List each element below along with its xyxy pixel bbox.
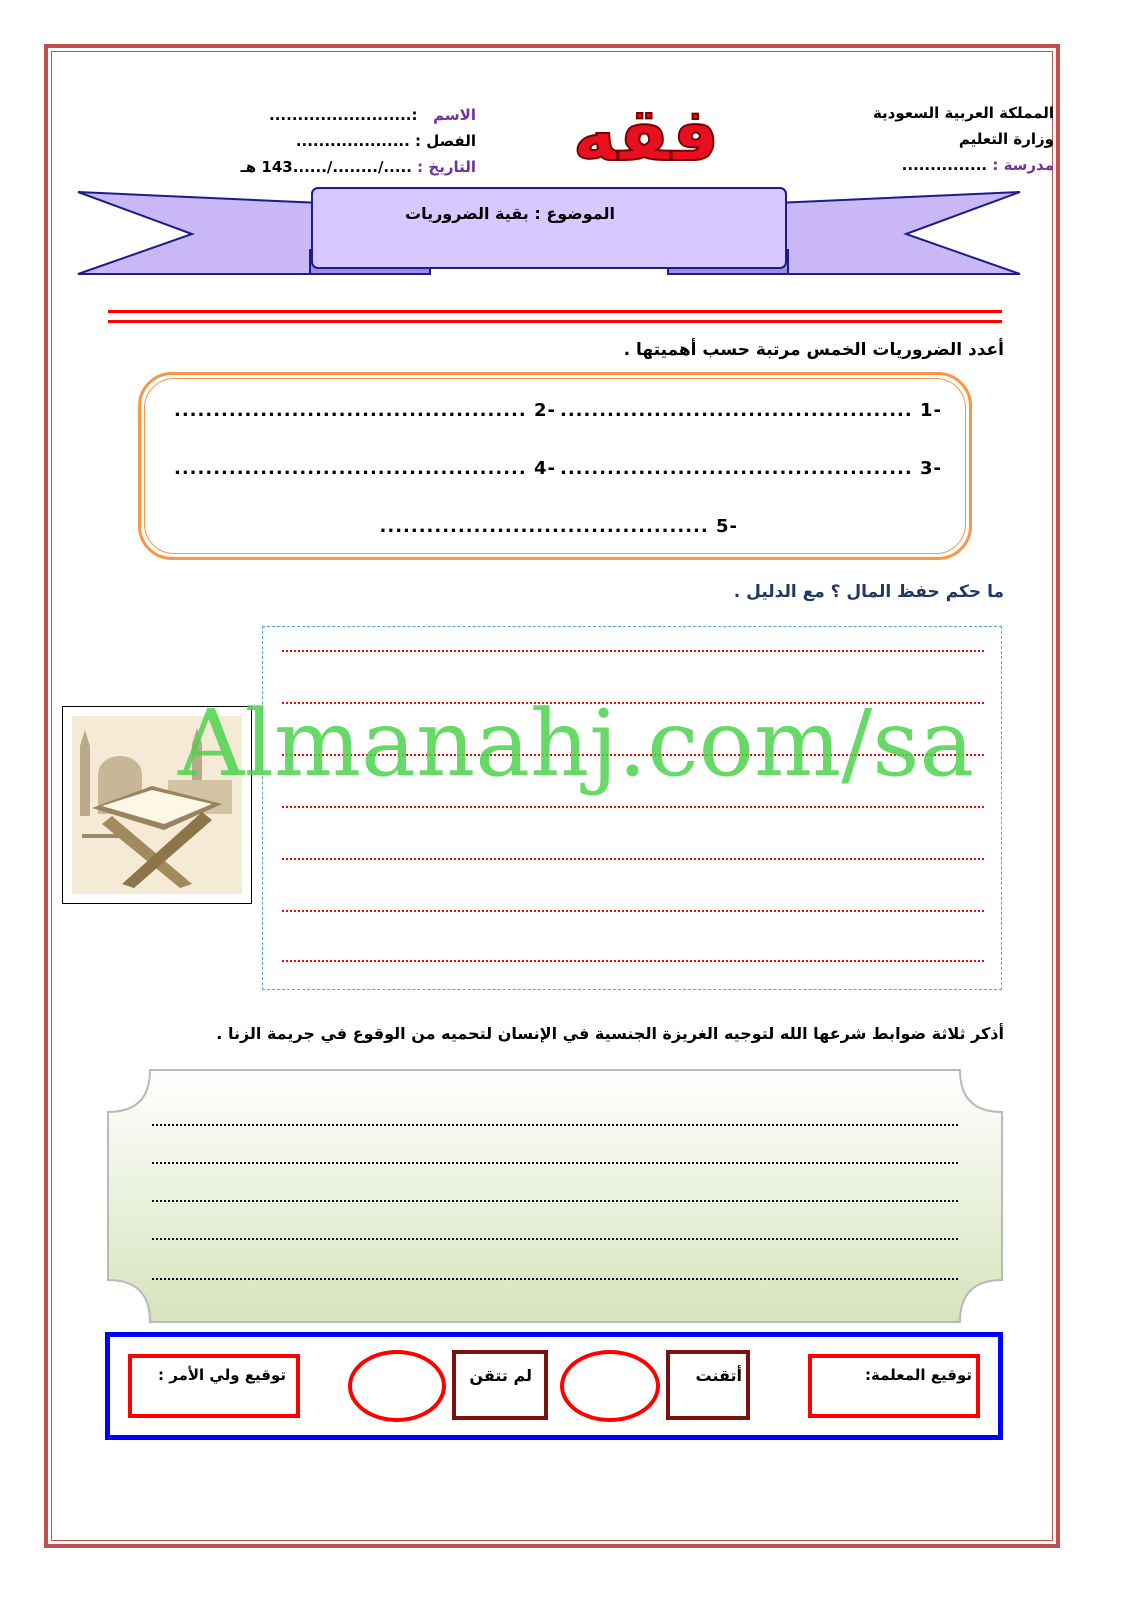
- answer-line[interactable]: [282, 960, 984, 962]
- date-value: ...../......../......143 هـ: [240, 158, 412, 176]
- watermark-text: Almanahj.com/sa: [178, 690, 975, 797]
- answer-line-5[interactable]: -5 ..........................................: [379, 516, 738, 537]
- answer-line-1[interactable]: -1 .............................................: [560, 400, 942, 421]
- mastered-box[interactable]: [666, 1350, 750, 1420]
- answer-line[interactable]: [152, 1200, 958, 1202]
- subject-logo: [568, 88, 724, 180]
- answer-line-2[interactable]: -2 .............................................: [174, 400, 556, 421]
- country-text: المملكة العربية السعودية: [872, 104, 1054, 122]
- answer-line[interactable]: [282, 806, 984, 808]
- question-3: أذكر ثلاثة ضوابط شرعها الله لتوجيه الغريزة الجنسية في الإنسان لتحميه من الوقوع في جريمة الزنا .: [216, 1024, 1004, 1043]
- school-field: [902, 156, 1054, 174]
- guardian-signature-label: توقيع ولي الأمر :: [158, 1366, 286, 1384]
- answer-line[interactable]: [282, 650, 984, 652]
- teacher-signature-label: توقيع المعلمة:: [864, 1366, 972, 1384]
- date-field: [241, 158, 476, 176]
- class-value: ....................: [295, 132, 410, 150]
- answer-line[interactable]: [152, 1162, 958, 1164]
- guardian-signature-box[interactable]: [128, 1354, 300, 1418]
- school-value: ...............: [901, 156, 988, 174]
- answer-line-3[interactable]: -3 .............................................: [560, 458, 942, 479]
- class-label: الفصل :: [415, 132, 476, 150]
- answer-box-green: [106, 1068, 1004, 1324]
- answer-box-dashed: [262, 626, 1002, 990]
- answer-line[interactable]: [152, 1278, 958, 1280]
- teacher-signature-box[interactable]: [808, 1354, 980, 1418]
- question-2: ما حكم حفظ المال ؟ مع الدليل .: [733, 582, 1004, 602]
- name-value: :.........................: [269, 106, 418, 124]
- answer-line-4[interactable]: -4 .............................................: [174, 458, 556, 479]
- subject-logo-text: فقه: [572, 92, 720, 178]
- name-label: الاسم: [433, 106, 476, 124]
- not-mastered-label: لم تتقن: [469, 1366, 532, 1385]
- divider-line: [108, 310, 1002, 313]
- question-1: أعدد الضروريات الخمس مرتبة حسب أهميتها .: [623, 340, 1004, 360]
- name-field: [269, 106, 476, 124]
- class-field: [296, 132, 476, 150]
- topic-title: الموضوع : بقية الضروريات: [405, 204, 615, 223]
- answer-line[interactable]: [282, 910, 984, 912]
- answer-line[interactable]: [152, 1124, 958, 1126]
- date-label: التاريخ :: [417, 158, 476, 176]
- answer-line[interactable]: [152, 1238, 958, 1240]
- school-label: مدرسة :: [992, 156, 1054, 174]
- topic-ribbon: [74, 182, 1024, 282]
- not-mastered-mark-circle[interactable]: [348, 1350, 446, 1422]
- answer-line[interactable]: [282, 858, 984, 860]
- mastered-mark-circle[interactable]: [560, 1350, 660, 1422]
- not-mastered-box[interactable]: [452, 1350, 548, 1420]
- mastered-label: أتقنت: [695, 1366, 742, 1385]
- divider-line: [108, 320, 1002, 323]
- ministry-text: وزارة التعليم: [958, 130, 1054, 148]
